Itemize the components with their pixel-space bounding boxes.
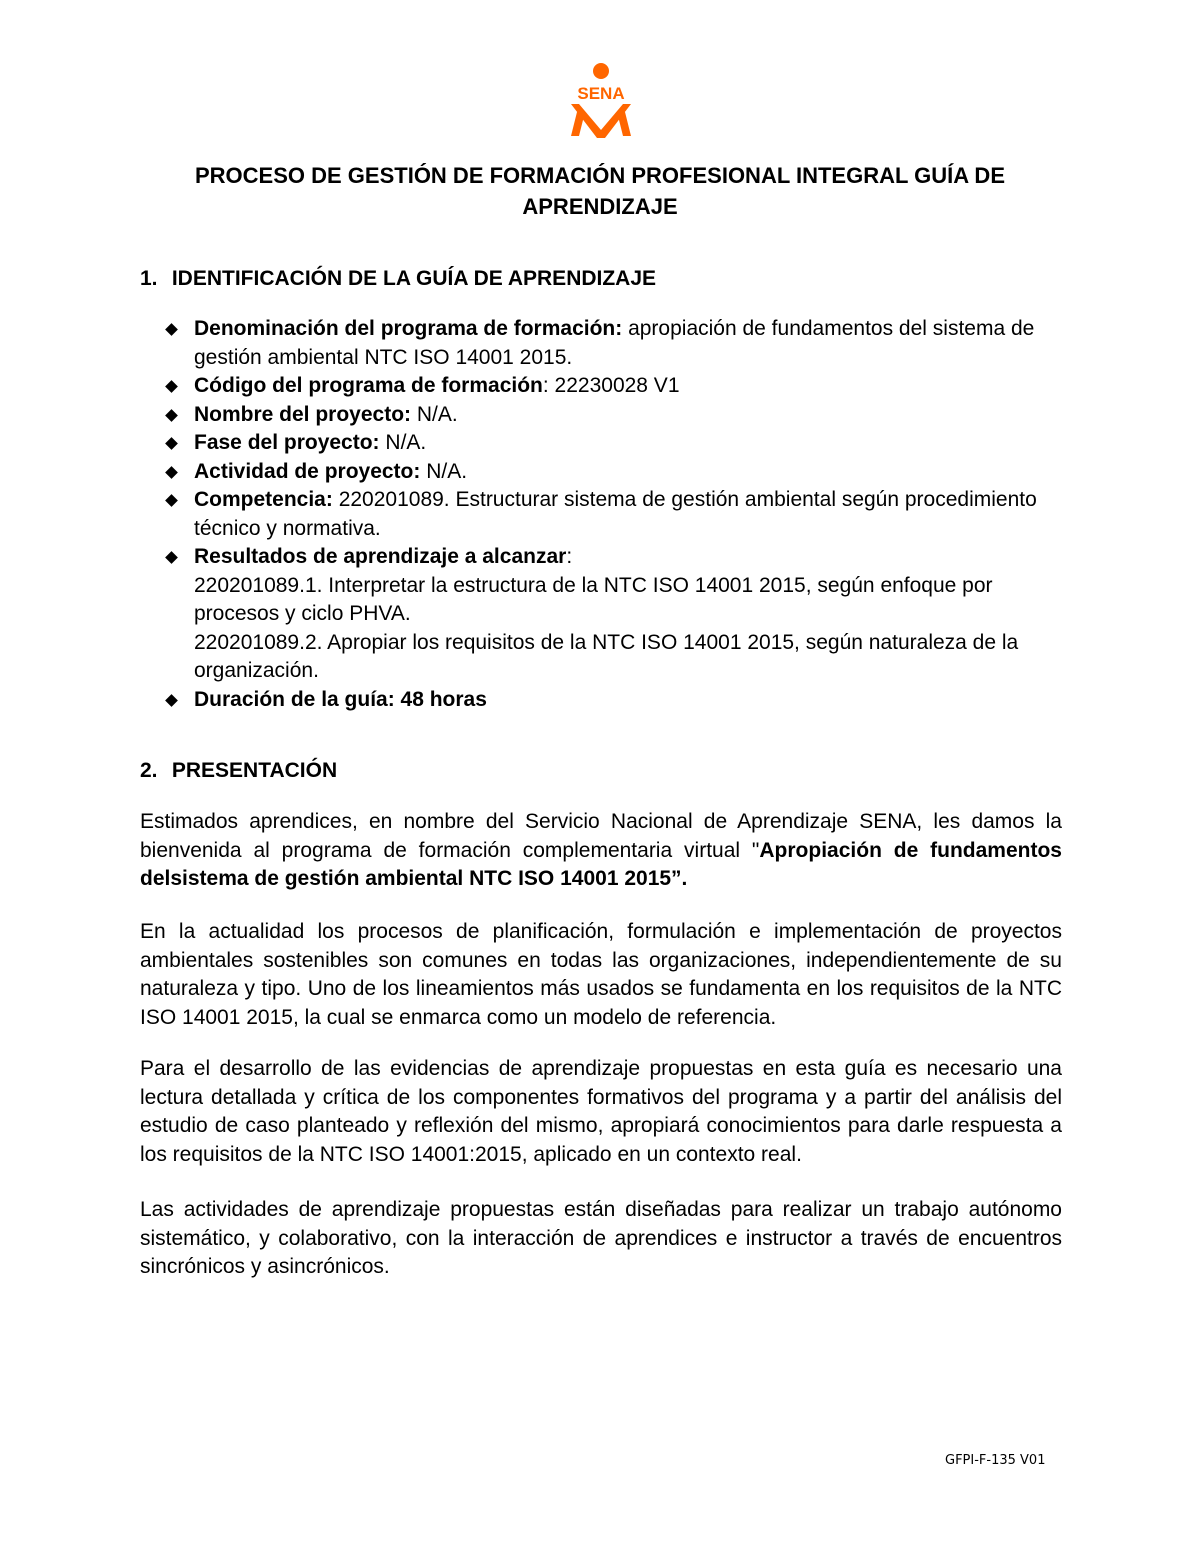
logo-dot	[593, 63, 609, 79]
list-item: Duración de la guía: 48 horas	[163, 686, 1063, 715]
bullet-icon	[165, 323, 178, 336]
form-code: GFPI-F-135 V01	[945, 1453, 1046, 1468]
list-item: Competencia: 220201089. Estructurar sistema de gestión ambiental según procedimiento técnico y normativa.	[163, 486, 1063, 543]
bullet-icon	[165, 494, 178, 507]
paragraph-4: Las actividades de aprendizaje propuestas están diseñadas para realizar un trabajo autónomo sistemático, y colaborativo, con la interacción de aprendices e instructor a través de encuentros sincrónicos y asincrónicos.	[140, 1198, 1062, 1278]
bullet-icon	[165, 466, 178, 479]
logo-figure-left	[571, 112, 585, 136]
result-2: 220201089.2. Apropiar los requisitos de la NTC ISO 14001 2015, según naturaleza de la organización.	[194, 630, 1019, 682]
sena-logo	[555, 62, 647, 140]
bullet-icon	[165, 694, 178, 707]
list-item: Denominación del programa de formación: apropiación de fundamentos del sistema de gestión ambiental NTC ISO 14001 2015.	[163, 315, 1063, 372]
list-item: Fase del proyecto: N/A.	[163, 429, 1063, 458]
logo-text: SENA	[577, 84, 625, 103]
section-1-heading	[140, 265, 656, 293]
identification-list	[163, 315, 1063, 714]
section-2-heading	[140, 757, 337, 785]
list-item: Actividad de proyecto: N/A.	[163, 458, 1063, 487]
bullet-icon	[165, 551, 178, 564]
section-1-number: 1.	[140, 267, 158, 290]
section-2-number: 2.	[140, 759, 158, 782]
document-title: PROCESO DE GESTIÓN DE FORMACIÓN PROFESIONAL INTEGRAL GUÍA DE APRENDIZAJE	[195, 163, 1005, 219]
bullet-icon	[165, 437, 178, 450]
list-item: Código del programa de formación: 22230028 V1	[163, 372, 1063, 401]
bullet-icon	[165, 409, 178, 422]
paragraph-2: En la actualidad los procesos de planificación, formulación e implementación de proyectos ambientales sostenibles son comunes en todas las organizaciones, independientemente de su naturaleza y tipo. Uno de los lineamientos más usados se fundamenta en los requisitos de la NTC ISO 14001 2015, la cual se enmarca como un modelo de referencia.	[140, 920, 1062, 1029]
section-2-title: PRESENTACIÓN	[171, 759, 338, 782]
list-item: Nombre del proyecto: N/A.	[163, 401, 1063, 430]
paragraph-3: Para el desarrollo de las evidencias de aprendizaje propuestas en esta guía es necesario una lectura detallada y crítica de los componentes formativos del programa y a partir del análisis del estudio de caso planteado y reflexión del mismo, apropiará conocimientos para darle respuesta a los requisitos de la NTC ISO 14001:2015, aplicado en un contexto real.	[140, 1057, 1062, 1166]
bullet-icon	[165, 380, 178, 393]
list-item: Resultados de aprendizaje a alcanzar: 220201089.1. Interpretar la estructura de la NTC ISO 14001 2015, según enfoque por procesos y ciclo PHVA. 220201089.2. Apropiar los requisitos de la NTC ISO 14001 2015, según naturaleza de la organización.	[163, 543, 1063, 686]
result-1: 220201089.1. Interpretar la estructura de la NTC ISO 14001 2015, según enfoque por procesos y ciclo PHVA.	[194, 573, 993, 625]
section-1-title: IDENTIFICACIÓN DE LA GUÍA DE APRENDIZAJE	[171, 267, 657, 290]
paragraph-1: Estimados aprendices, en nombre del Servicio Nacional de Aprendizaje SENA, les damos la bienvenida al programa de formación complementaria virtual "Apropiación de fundamentos delsistema de gestión ambiental NTC ISO 14001 2015”.	[140, 810, 1062, 890]
logo-figure-right	[617, 112, 631, 136]
